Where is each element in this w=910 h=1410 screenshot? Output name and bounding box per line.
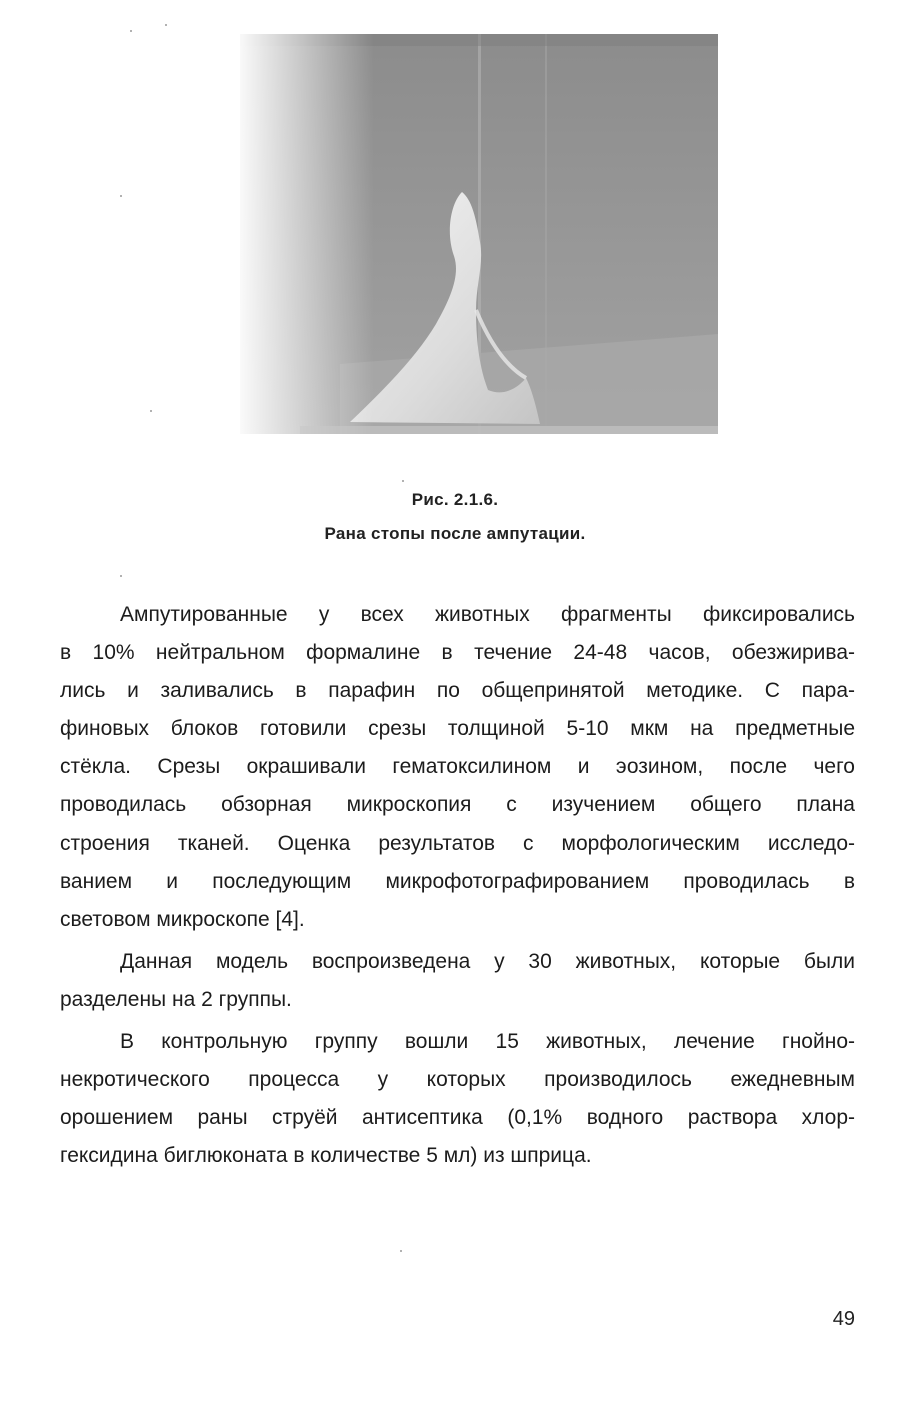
text-line: проводилась обзорная микроскопия с изучением общего плана xyxy=(60,793,855,817)
wound-photo-image xyxy=(240,34,718,434)
text-line: строения тканей. Оценка результатов с морфологическим исследо- xyxy=(60,831,855,855)
paragraph-1 xyxy=(60,596,855,939)
figure-number: Рис. 2.1.6. xyxy=(411,490,499,509)
text-line: орошением раны струёй антисептика (0,1% водного раствора хлор- xyxy=(60,1106,855,1130)
text-line: Ампутированные у всех животных фрагменты фиксировались xyxy=(120,603,855,626)
text-line: В контрольную группу вошли 15 животных, лечение гнойно- xyxy=(120,1030,855,1054)
text-line: некротического процесса у которых производилось ежедневным xyxy=(60,1068,855,1092)
paragraph-3 xyxy=(60,1023,855,1175)
scan-speck xyxy=(150,410,152,412)
text-line: лись и заливались в парафин по общепринятой методике. С пара- xyxy=(60,679,855,703)
text-line: световом микроскопе [4]. xyxy=(60,907,305,931)
body-text xyxy=(60,596,855,1175)
scan-speck xyxy=(400,1250,402,1252)
text-line: в 10% нейтральном формалине в течение 24-48 часов, обезжирива- xyxy=(60,641,855,665)
page-number: 49 xyxy=(832,1308,855,1330)
scan-speck xyxy=(402,480,404,482)
paragraph-2 xyxy=(60,943,855,1019)
wound-photo xyxy=(240,34,718,434)
text-line: разделены на 2 группы. xyxy=(60,987,292,1011)
figure-caption: Рана стопы после ампутации. xyxy=(324,524,586,543)
scan-speck xyxy=(120,195,122,197)
text-line: гексидина биглюконата в количестве 5 мл) из шприца. xyxy=(60,1144,592,1168)
scan-speck xyxy=(120,575,122,577)
text-line: финовых блоков готовили срезы толщиной 5-10 мкм на предметные xyxy=(60,717,855,741)
scan-speck xyxy=(130,30,132,32)
scan-speck xyxy=(165,24,167,26)
text-line: ванием и последующим микрофотографированием проводилась в xyxy=(60,869,855,893)
text-line: Данная модель воспроизведена у 30 животных, которые были xyxy=(120,949,855,973)
text-line: стёкла. Срезы окрашивали гематоксилином и эозином, после чего xyxy=(60,755,855,779)
